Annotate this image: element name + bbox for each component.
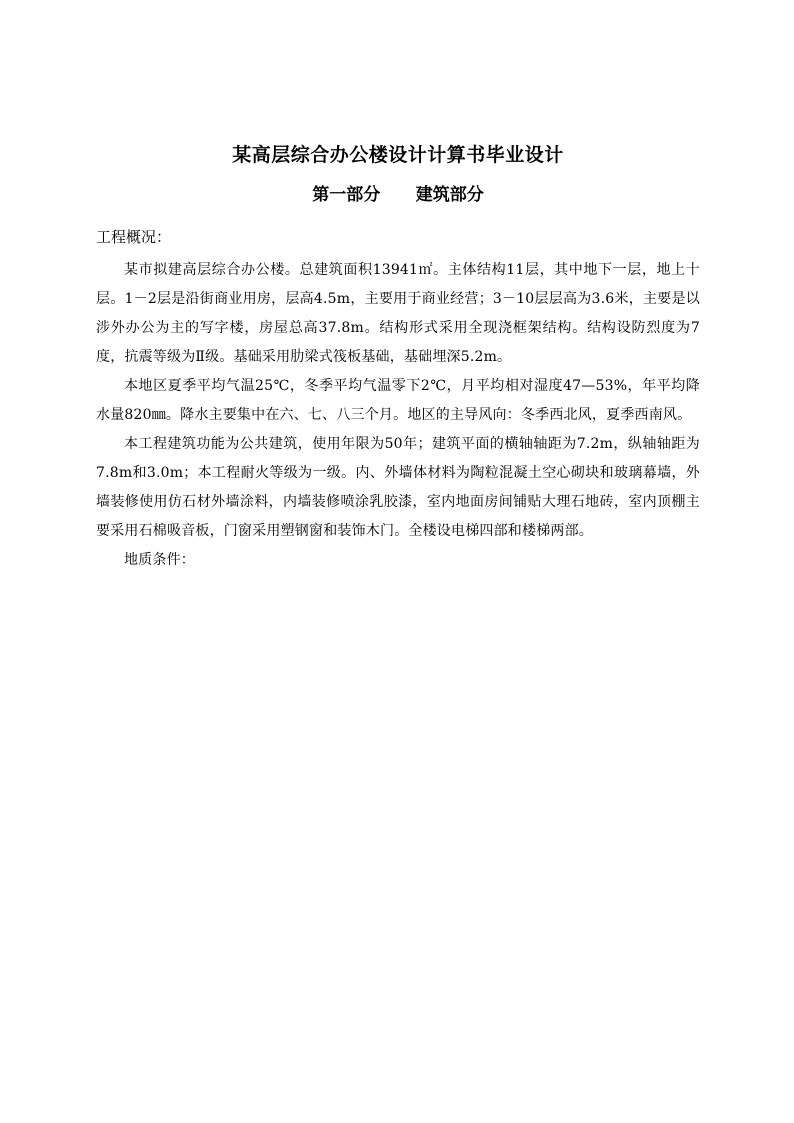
paragraph-building-summary: 某市拟建高层综合办公楼。总建筑面积13941㎡。主体结构11层，其中地下一层，地上十层。1－2层是沿街商业用房，层高4.5m，主要用于商业经营；3－10层层高为3.6米，主要是以涉外办公为主的写字楼，房屋总高37.8m。结构形式采用全现浇框架结构。结构设防烈度为7度，抗震等级为Ⅱ级。基础采用肋梁式筏板基础，基础埋深5.2m。 bbox=[96, 262, 700, 365]
paragraph-building-function: 本工程建筑功能为公共建筑，使用年限为50年；建筑平面的横轴轴距为7.2m，纵轴轴距为7.8m和3.0m；本工程耐火等级为一级。内、外墙体材料为陶粒混凝土空心砌块和玻璃幕墙，外墙装修使用仿石材外墙涂料，内墙装修喷涂乳胶漆，室内地面房间铺贴大理石地砖，室内顶棚主要采用石棉吸音板，门窗采用塑钢窗和装饰木门。全楼设电梯四部和楼梯两部。 bbox=[96, 436, 700, 539]
paragraph-climate: 本地区夏季平均气温25℃，冬季平均气温零下2℃，月平均相对湿度47—53%，年平均降水量820㎜。降水主要集中在六、七、八三个月。地区的主导风向：冬季西北风，夏季西南风。 bbox=[96, 378, 700, 423]
document-title: 某高层综合办公楼设计计算书毕业设计 bbox=[232, 144, 564, 166]
part-heading: 第一部分 建筑部分 bbox=[312, 185, 484, 205]
section-heading-overview: 工程概况： bbox=[96, 228, 172, 246]
section-heading-geology: 地质条件： bbox=[124, 552, 195, 568]
document-body bbox=[96, 140, 700, 575]
